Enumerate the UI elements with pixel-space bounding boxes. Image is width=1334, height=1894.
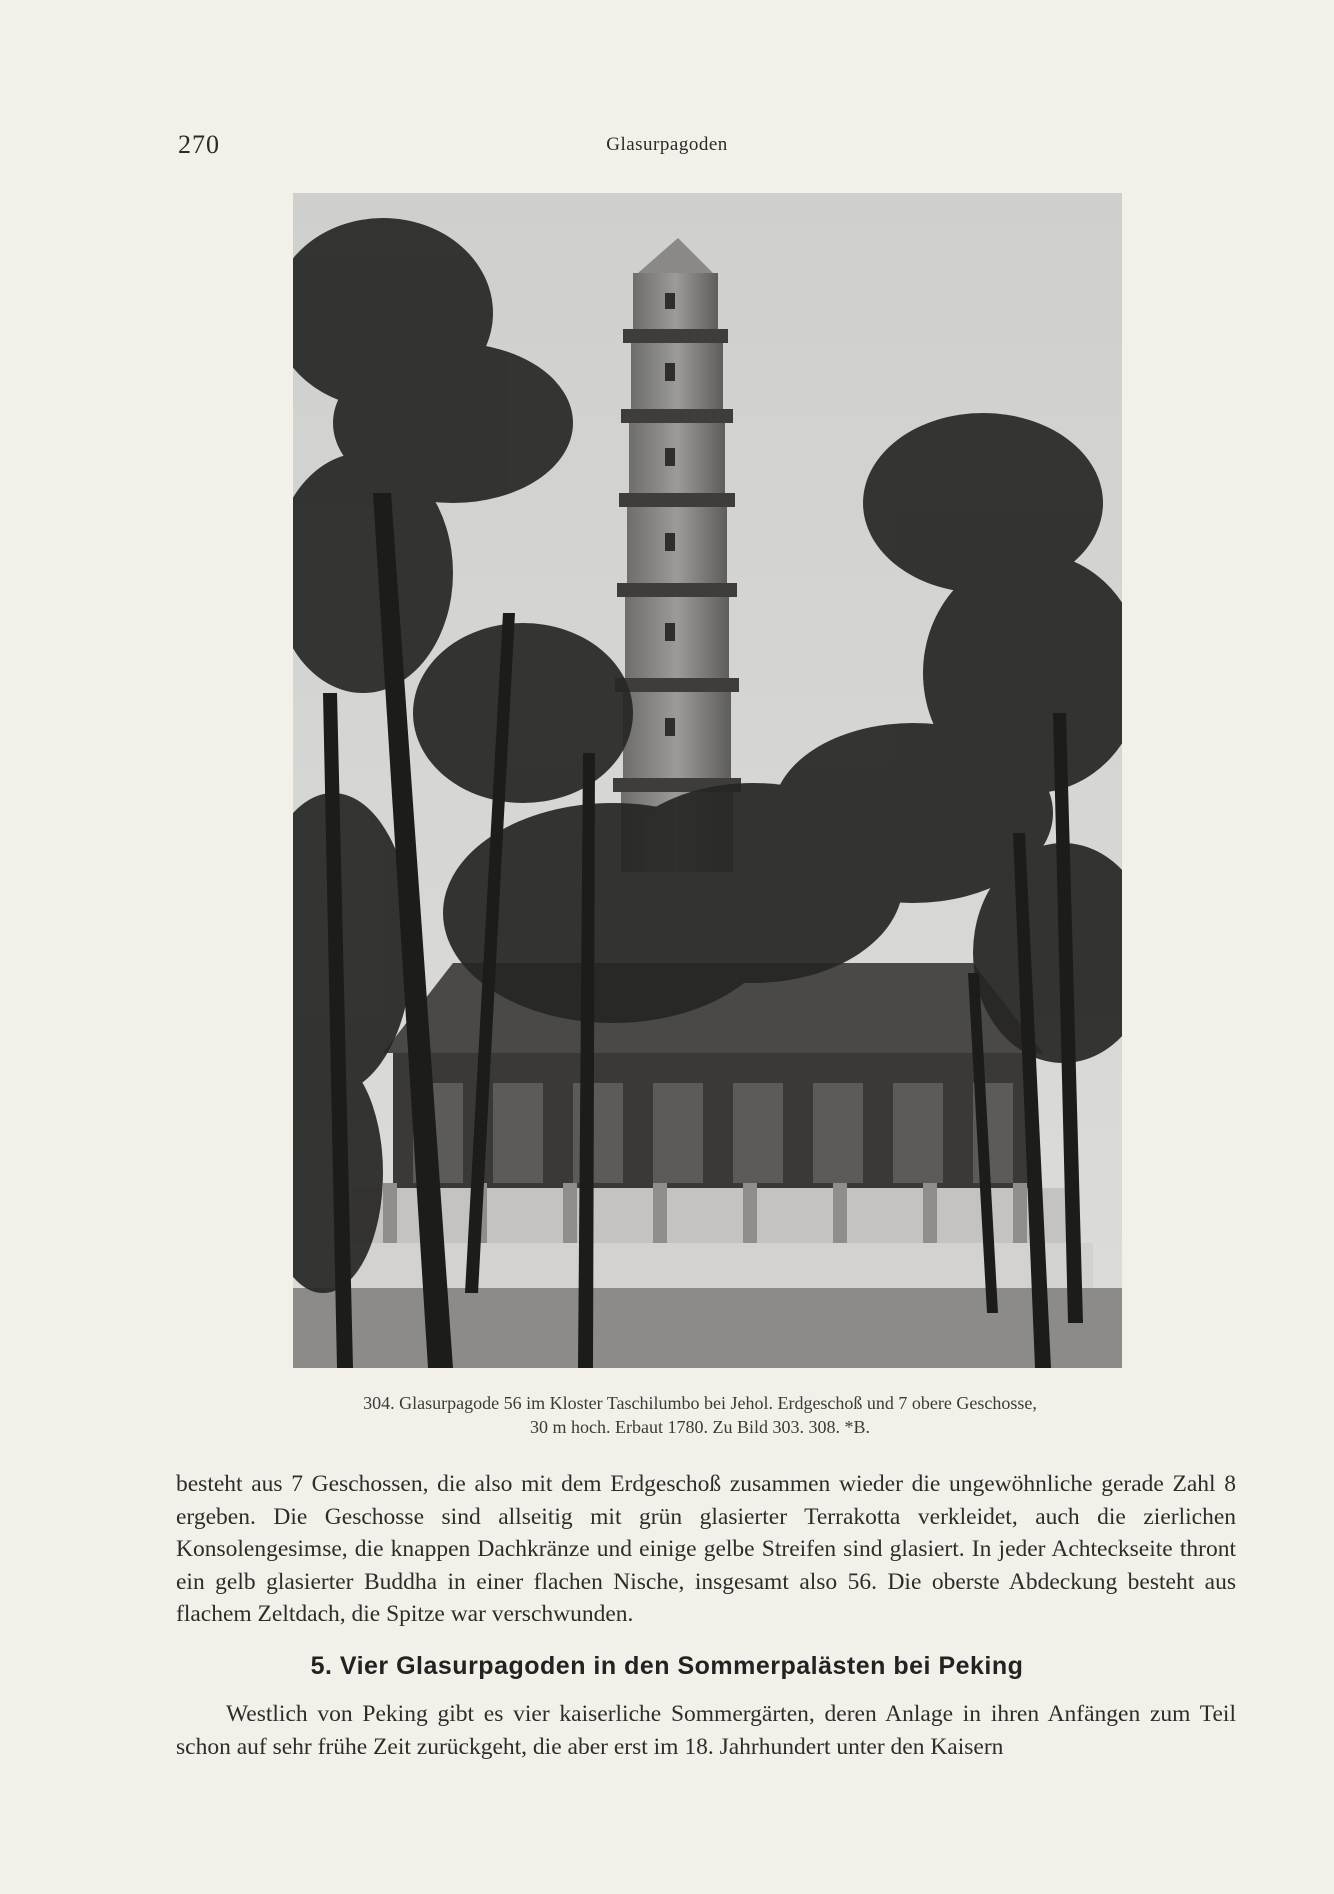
running-head: Glasurpagoden <box>606 134 728 155</box>
caption-line-1: 304. Glasurpagode 56 im Kloster Taschilumbo bei Jehol. Erdgeschoß und 7 obere Geschosse, <box>363 1393 1037 1413</box>
figure-caption <box>200 1391 1200 1439</box>
page-number: 270 <box>178 130 220 159</box>
pagoda-tower <box>613 238 741 872</box>
figure-photo <box>293 193 1122 1368</box>
caption-line-2: 30 m hoch. Erbaut 1780. Zu Bild 303. 308. *B. <box>530 1417 870 1437</box>
section-heading: 5. Vier Glasurpagoden in den Sommerpalästen bei Peking <box>310 1652 1024 1680</box>
paragraph-1: besteht aus 7 Geschossen, die also mit dem Erdgeschoß zusammen wieder die ungewöhnliche gerade Zahl 8 ergeben. Die Geschosse sind allseitig mit grün glasierter Terrakotta verkleidet, auch die zierlichen Konsolengesimse, die knappen Dachkränze und einige gelbe Streifen sind glasiert. In jeder Achteckseite thront ein gelb glasierter Buddha in einer flachen Nische, insgesamt also 56. Die oberste Abdeckung besteht aus flachem Zeltdach, die Spitze war verschwunden. <box>176 1471 1236 1627</box>
paragraph-2: Westlich von Peking gibt es vier kaiserliche Sommergärten, deren Anlage in ihren Anfängen zum Teil schon auf sehr frühe Zeit zurückgeht, die aber erst im 18. Jahrhundert unter den Kaisern <box>176 1701 1236 1760</box>
